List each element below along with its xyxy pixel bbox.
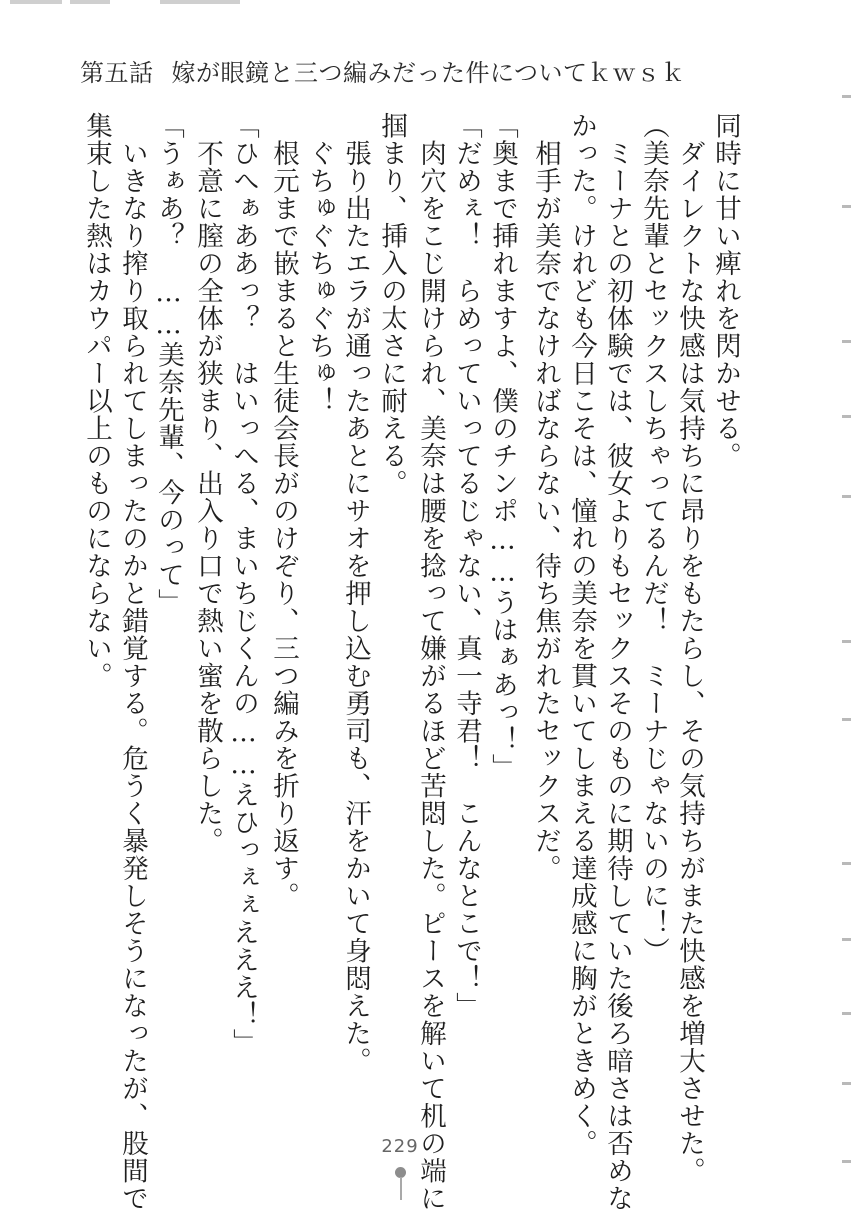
text-line: 同時に甘い痺れを閃かせる。 xyxy=(710,112,741,470)
text-line: 掴まり、挿入の太さに耐える。 xyxy=(376,112,407,497)
text-line: 相手が美奈でなければならない、待ち焦がれたセックスだ。 xyxy=(530,112,561,882)
running-header xyxy=(80,58,686,88)
edge-tick xyxy=(842,718,851,721)
text-line: かった。けれども今日こそは、憧れの美奈を貫いてしまえる達成感に胸がときめく。 xyxy=(566,112,597,1157)
edge-tick xyxy=(842,1012,851,1015)
text-line: ミーナとの初体験では、彼女よりもセックスそのものに期待していた後ろ暗さは否めな xyxy=(602,112,633,1212)
page-number: 229 xyxy=(381,1136,419,1157)
edge-tick xyxy=(842,938,851,941)
edge-tick xyxy=(842,495,851,498)
text-line: ぐちゅぐちゅぐちゅ！ xyxy=(304,112,335,415)
text-line: 「うぁあ？ ……美奈先輩、今のって」 xyxy=(153,112,184,616)
top-edge-marks xyxy=(10,0,240,8)
top-mark xyxy=(70,0,110,4)
text-line: 根元まで嵌まると生徒会長がのけぞり、三つ編みを折り返す。 xyxy=(268,112,299,910)
episode-label: 第五話 xyxy=(80,59,154,87)
text-line: 「だめぇ！ らめっていってるじゃない、真一寺君！ こんなとこで！」 xyxy=(451,112,482,1020)
text-line: 「奥まで挿れますよ、僕のチンポ……うはぁあっ！」 xyxy=(487,112,518,781)
top-mark xyxy=(160,0,240,4)
text-line: 集束した熱はカウパー以上のものにならない。 xyxy=(81,112,112,690)
edge-tick xyxy=(842,640,851,643)
text-line: 張り出たエラが通ったあとにサオを押し込む勇司も、汗をかいて身悶えた。 xyxy=(340,112,371,1075)
text-line: ダイレクトな快感は気持ちに昂りをもたらし、その気持ちがまた快感を増大させた。 xyxy=(674,112,705,1185)
edge-tick xyxy=(842,862,851,865)
text-line: （美奈先輩とセックスしちゃってるんだ！ ミーナじゃないのに！） xyxy=(638,112,669,965)
top-mark xyxy=(10,0,62,4)
edge-tick xyxy=(842,205,851,208)
text-line: 「ひへぁああっ？ はいっへる、まいちじくんの……えひっぇぇえええ！」 xyxy=(228,112,259,1056)
edge-tick xyxy=(842,1082,851,1085)
text-line: 不意に膣の全体が狭まり、出入り口で熱い蜜を散らした。 xyxy=(192,112,223,855)
text-line: 肉穴をこじ開けられ、美奈は腰を捻って嫌がるほど苦悶した。ピースを解いて机の端に xyxy=(415,112,446,1212)
bookmark-pin-stem xyxy=(400,1177,402,1200)
edge-tick xyxy=(842,1160,851,1163)
edge-tick xyxy=(842,415,851,418)
edge-tick xyxy=(842,95,851,98)
episode-title: 嫁が眼鏡と三つ編みだった件についてｋｗｓｋ xyxy=(171,59,686,87)
text-line: いきなり搾り取られてしまったのかと錯覚する。危うく暴発しそうになったが、股間で xyxy=(117,112,148,1212)
edge-tick xyxy=(842,340,851,343)
